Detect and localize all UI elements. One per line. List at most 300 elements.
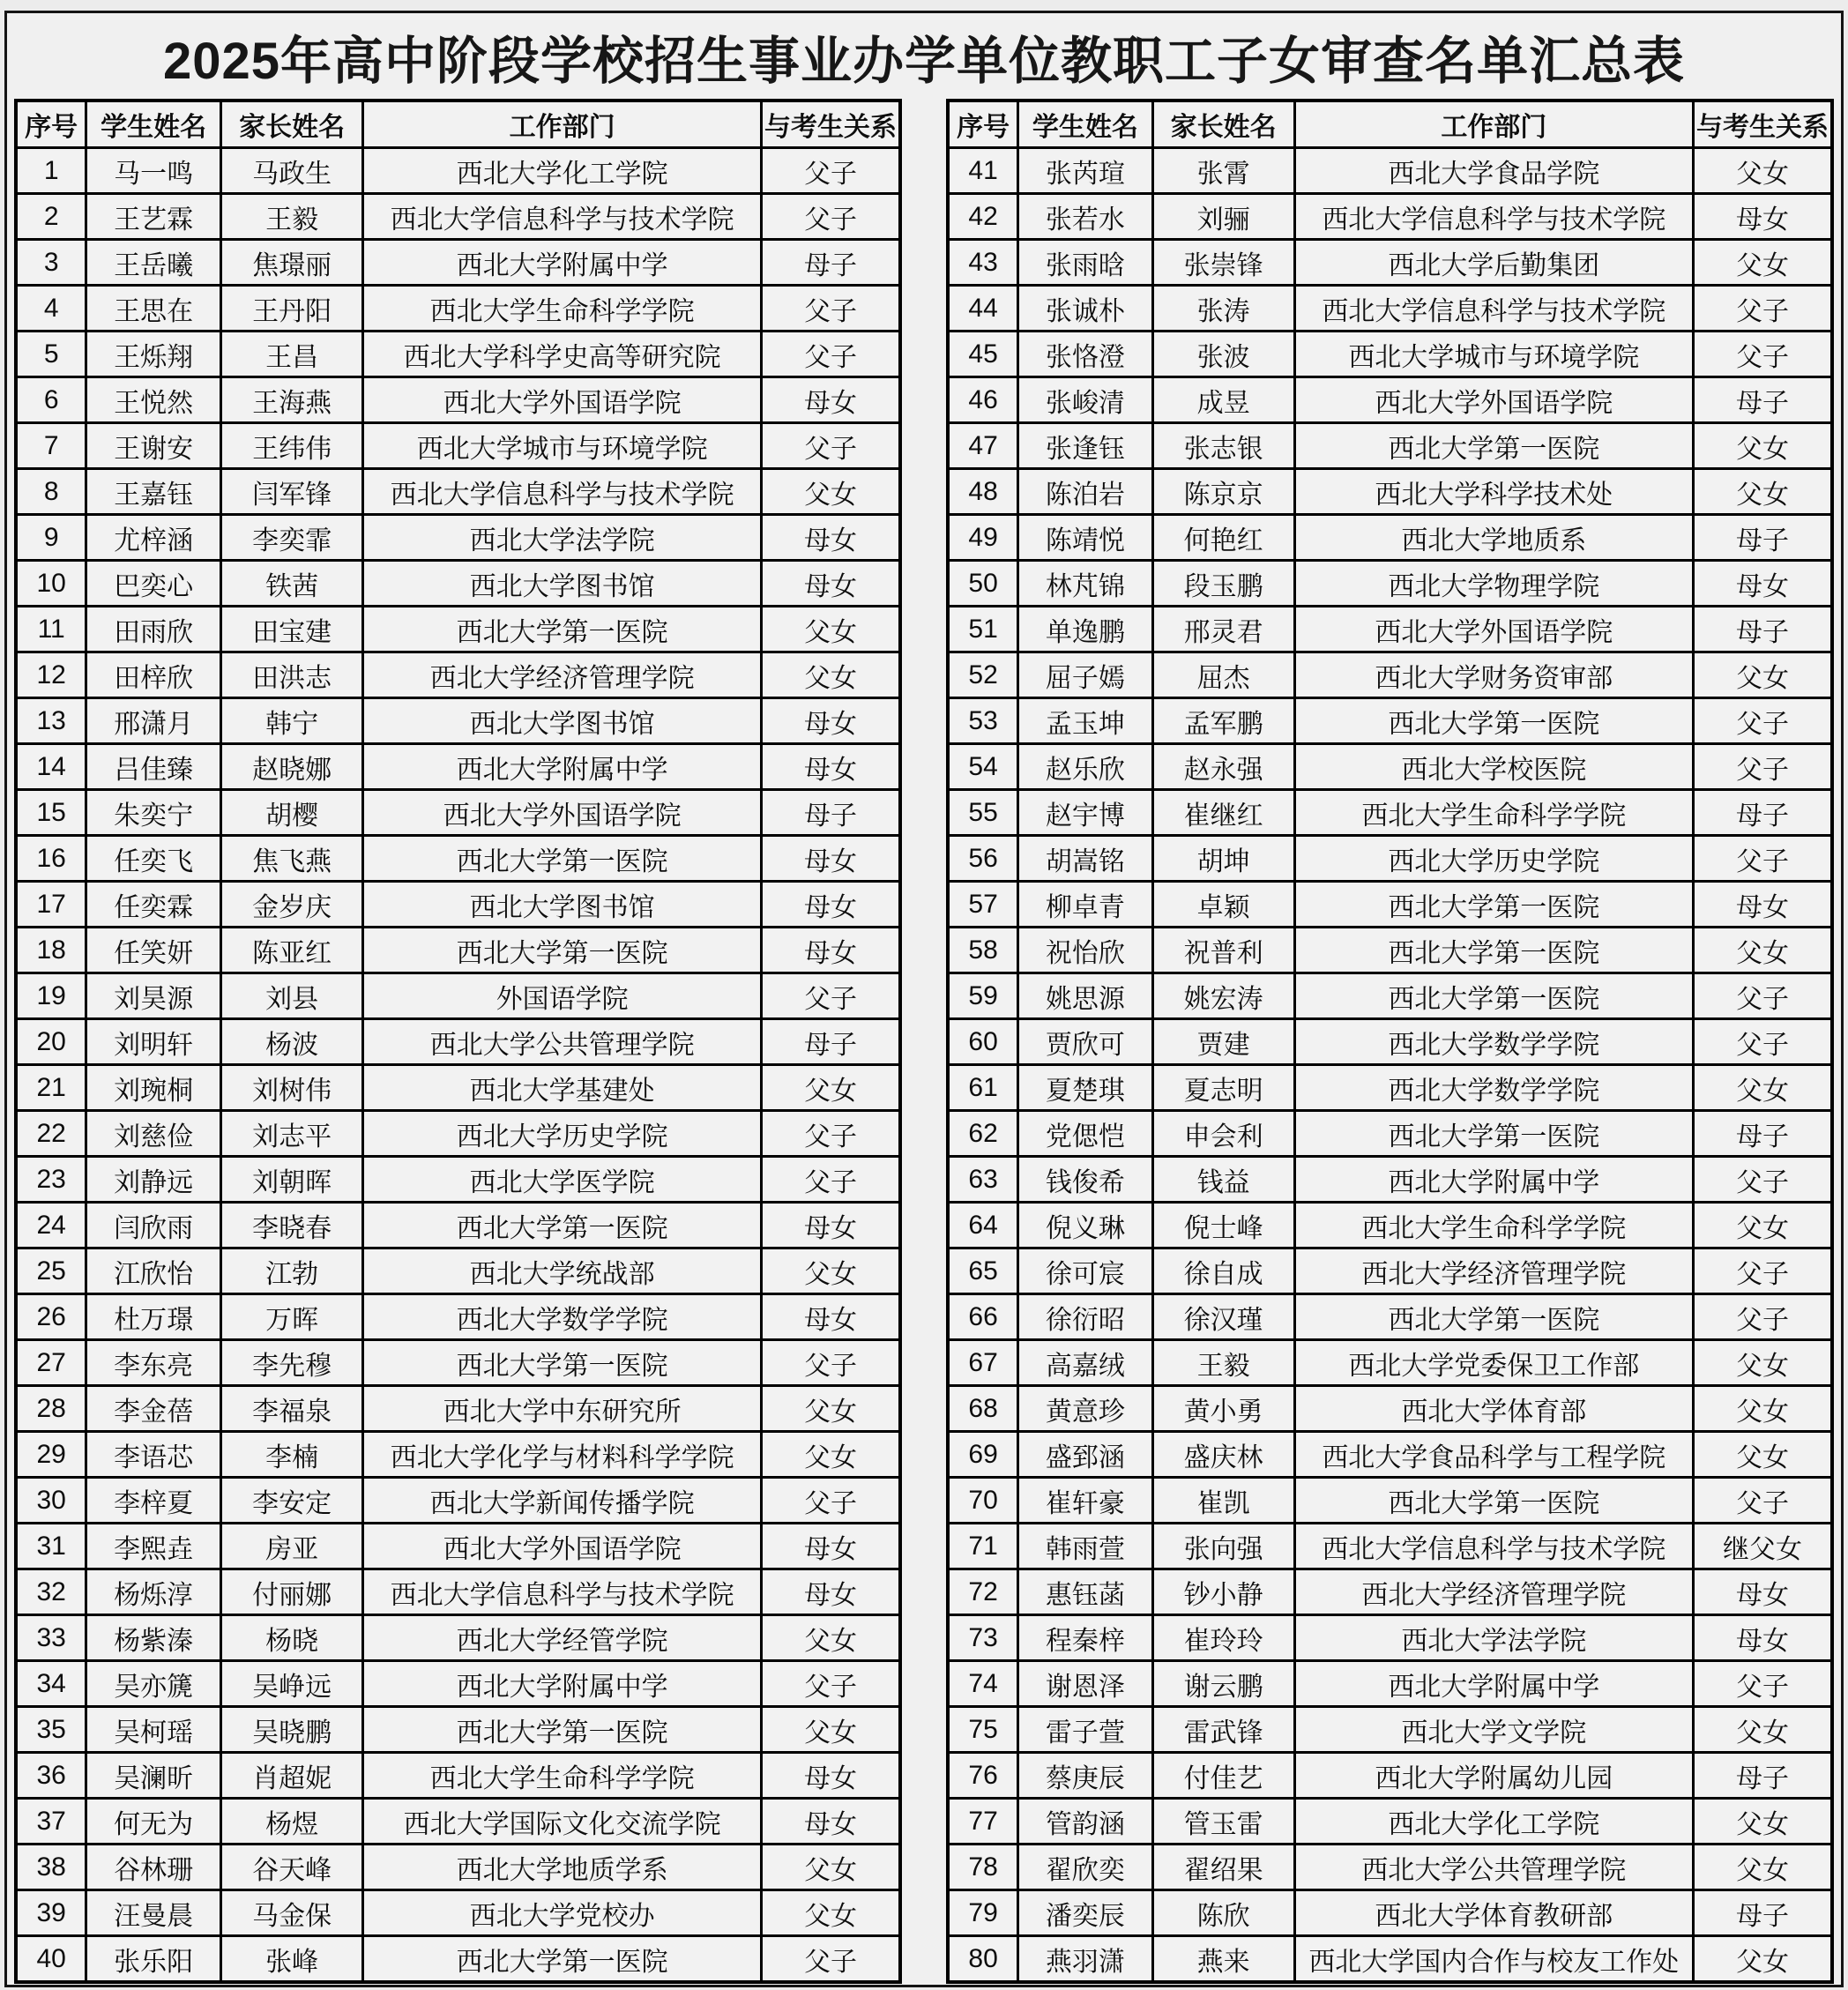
cell-relation: 母女: [761, 744, 900, 790]
table-row: [16, 973, 900, 1019]
column-header: 家长姓名: [1152, 101, 1294, 148]
table-row: [948, 698, 1832, 744]
cell-student-name: 杜万璟: [86, 1294, 221, 1340]
table-row: [948, 194, 1832, 240]
cell-parent-name: 张霄: [1152, 148, 1294, 194]
cell-seq: 77: [948, 1799, 1018, 1845]
cell-department: 西北大学财务资审部: [1294, 652, 1693, 698]
table-row: [948, 744, 1832, 790]
table-row: [948, 332, 1832, 377]
column-header: 序号: [948, 101, 1018, 148]
cell-student-name: 杨烁淳: [86, 1569, 221, 1615]
cell-parent-name: 刘朝晖: [220, 1157, 362, 1203]
cell-relation: 父女: [761, 1248, 900, 1294]
cell-parent-name: 王毅: [220, 194, 362, 240]
cell-parent-name: 王昌: [220, 332, 362, 377]
cell-seq: 78: [948, 1845, 1018, 1890]
cell-parent-name: 夏志明: [1152, 1065, 1294, 1111]
table-row: [16, 423, 900, 469]
table-row: [16, 1707, 900, 1753]
cell-relation: 父女: [1693, 652, 1832, 698]
cell-parent-name: 黄小勇: [1152, 1386, 1294, 1432]
table-row: [948, 286, 1832, 332]
cell-parent-name: 李安定: [220, 1478, 362, 1524]
cell-relation: 母子: [1693, 1111, 1832, 1157]
cell-relation: 父子: [1693, 1157, 1832, 1203]
cell-relation: 母女: [1693, 561, 1832, 607]
cell-seq: 55: [948, 790, 1018, 836]
cell-seq: 2: [16, 194, 86, 240]
table-row: [16, 1432, 900, 1478]
cell-department: 西北大学校医院: [1294, 744, 1693, 790]
table-row: [948, 240, 1832, 286]
cell-parent-name: 王海燕: [220, 377, 362, 423]
cell-department: 西北大学地质系: [1294, 515, 1693, 561]
cell-parent-name: 管玉雷: [1152, 1799, 1294, 1845]
cell-student-name: 韩雨萱: [1018, 1524, 1152, 1569]
table-row: [948, 1707, 1832, 1753]
table-row: [16, 1661, 900, 1707]
cell-seq: 71: [948, 1524, 1018, 1569]
cell-student-name: 刘明轩: [86, 1019, 221, 1065]
cell-seq: 47: [948, 423, 1018, 469]
cell-relation: 父女: [761, 469, 900, 515]
cell-seq: 4: [16, 286, 86, 332]
table-row: [16, 515, 900, 561]
cell-department: 西北大学食品学院: [1294, 148, 1693, 194]
table-row: [948, 928, 1832, 973]
cell-student-name: 李东亮: [86, 1340, 221, 1386]
header-row: [948, 101, 1832, 148]
table-row: [948, 1845, 1832, 1890]
cell-seq: 24: [16, 1203, 86, 1248]
cell-relation: 父女: [1693, 928, 1832, 973]
table-row: [16, 1569, 900, 1615]
cell-student-name: 徐可宸: [1018, 1248, 1152, 1294]
cell-parent-name: 张志银: [1152, 423, 1294, 469]
cell-department: 西北大学化工学院: [1294, 1799, 1693, 1845]
cell-department: 西北大学信息科学与技术学院: [363, 194, 762, 240]
cell-student-name: 江欣怡: [86, 1248, 221, 1294]
table-row: [948, 1432, 1832, 1478]
cell-seq: 41: [948, 148, 1018, 194]
cell-relation: 父女: [761, 1845, 900, 1890]
cell-parent-name: 赵晓娜: [220, 744, 362, 790]
table-row: [16, 698, 900, 744]
cell-relation: 父女: [1693, 1845, 1832, 1890]
cell-parent-name: 马金保: [220, 1890, 362, 1936]
cell-seq: 60: [948, 1019, 1018, 1065]
cell-department: 西北大学图书馆: [363, 698, 762, 744]
table-row: [16, 1799, 900, 1845]
table-row: [948, 1524, 1832, 1569]
cell-department: 西北大学城市与环境学院: [1294, 332, 1693, 377]
cell-seq: 13: [16, 698, 86, 744]
table-row: [948, 1248, 1832, 1294]
cell-relation: 母子: [761, 240, 900, 286]
cell-student-name: 王谢安: [86, 423, 221, 469]
document-sheet: [4, 11, 1844, 1987]
cell-parent-name: 雷武锋: [1152, 1707, 1294, 1753]
cell-seq: 46: [948, 377, 1018, 423]
cell-parent-name: 成昱: [1152, 377, 1294, 423]
table-row: [16, 1111, 900, 1157]
cell-parent-name: 李先穆: [220, 1340, 362, 1386]
cell-student-name: 张峻清: [1018, 377, 1152, 423]
cell-parent-name: 祝普利: [1152, 928, 1294, 973]
cell-student-name: 吴亦篪: [86, 1661, 221, 1707]
table-row: [948, 1203, 1832, 1248]
cell-student-name: 邢潇月: [86, 698, 221, 744]
cell-seq: 14: [16, 744, 86, 790]
table-row: [948, 1936, 1832, 1983]
cell-department: 西北大学经济管理学院: [1294, 1569, 1693, 1615]
cell-student-name: 陈泊岩: [1018, 469, 1152, 515]
cell-seq: 1: [16, 148, 86, 194]
cell-relation: 母女: [1693, 1569, 1832, 1615]
cell-parent-name: 屈杰: [1152, 652, 1294, 698]
roster-table-right: [946, 99, 1834, 1984]
table-row: [16, 332, 900, 377]
cell-department: 西北大学附属中学: [363, 240, 762, 286]
cell-parent-name: 赵永强: [1152, 744, 1294, 790]
cell-department: 西北大学科学史高等研究院: [363, 332, 762, 377]
cell-relation: 父女: [761, 652, 900, 698]
cell-student-name: 程秦梓: [1018, 1615, 1152, 1661]
cell-seq: 7: [16, 423, 86, 469]
table-row: [16, 1890, 900, 1936]
cell-parent-name: 钱益: [1152, 1157, 1294, 1203]
cell-department: 西北大学法学院: [1294, 1615, 1693, 1661]
cell-seq: 32: [16, 1569, 86, 1615]
cell-relation: 母女: [761, 1753, 900, 1799]
cell-department: 西北大学数学学院: [1294, 1019, 1693, 1065]
cell-parent-name: 卓颖: [1152, 882, 1294, 928]
table-row: [948, 607, 1832, 652]
cell-parent-name: 刘志平: [220, 1111, 362, 1157]
cell-seq: 3: [16, 240, 86, 286]
cell-department: 西北大学信息科学与技术学院: [363, 1569, 762, 1615]
cell-relation: 父子: [761, 1157, 900, 1203]
cell-relation: 父女: [1693, 1340, 1832, 1386]
cell-student-name: 高嘉绒: [1018, 1340, 1152, 1386]
cell-parent-name: 燕来: [1152, 1936, 1294, 1983]
cell-parent-name: 邢灵君: [1152, 607, 1294, 652]
cell-seq: 42: [948, 194, 1018, 240]
cell-parent-name: 倪士峰: [1152, 1203, 1294, 1248]
cell-student-name: 谷林珊: [86, 1845, 221, 1890]
cell-student-name: 崔轩豪: [1018, 1478, 1152, 1524]
table-row: [948, 882, 1832, 928]
cell-student-name: 吴柯瑶: [86, 1707, 221, 1753]
cell-relation: 母女: [1693, 194, 1832, 240]
cell-department: 西北大学信息科学与技术学院: [363, 469, 762, 515]
cell-student-name: 雷子萱: [1018, 1707, 1152, 1753]
header-row: [16, 101, 900, 148]
cell-seq: 79: [948, 1890, 1018, 1936]
cell-seq: 72: [948, 1569, 1018, 1615]
cell-parent-name: 翟绍果: [1152, 1845, 1294, 1890]
cell-relation: 父女: [1693, 1203, 1832, 1248]
cell-relation: 父女: [1693, 1707, 1832, 1753]
cell-relation: 父子: [761, 286, 900, 332]
cell-student-name: 李语芯: [86, 1432, 221, 1478]
cell-student-name: 胡嵩铭: [1018, 836, 1152, 882]
cell-parent-name: 田宝建: [220, 607, 362, 652]
cell-parent-name: 陈京京: [1152, 469, 1294, 515]
cell-student-name: 夏楚琪: [1018, 1065, 1152, 1111]
cell-seq: 54: [948, 744, 1018, 790]
cell-parent-name: 张波: [1152, 332, 1294, 377]
table-row: [948, 1753, 1832, 1799]
cell-seq: 73: [948, 1615, 1018, 1661]
cell-relation: 父子: [761, 1936, 900, 1983]
cell-parent-name: 段玉鹏: [1152, 561, 1294, 607]
cell-department: 西北大学经济管理学院: [1294, 1248, 1693, 1294]
table-row: [948, 790, 1832, 836]
cell-student-name: 汪曼晨: [86, 1890, 221, 1936]
cell-department: 西北大学第一医院: [1294, 1294, 1693, 1340]
table-row: [16, 836, 900, 882]
cell-seq: 62: [948, 1111, 1018, 1157]
cell-seq: 69: [948, 1432, 1018, 1478]
table-row: [16, 1936, 900, 1983]
tables-container: [7, 99, 1841, 1984]
table-row: [16, 286, 900, 332]
cell-department: 西北大学第一医院: [363, 1340, 762, 1386]
cell-department: 西北大学第一医院: [363, 1707, 762, 1753]
cell-seq: 31: [16, 1524, 86, 1569]
cell-student-name: 张雨晗: [1018, 240, 1152, 286]
cell-department: 西北大学文学院: [1294, 1707, 1693, 1753]
table-row: [16, 1845, 900, 1890]
cell-relation: 父女: [761, 1386, 900, 1432]
cell-department: 西北大学国际文化交流学院: [363, 1799, 762, 1845]
cell-relation: 父女: [1693, 1065, 1832, 1111]
cell-department: 西北大学统战部: [363, 1248, 762, 1294]
cell-student-name: 柳卓青: [1018, 882, 1152, 928]
cell-student-name: 何无为: [86, 1799, 221, 1845]
cell-parent-name: 谷天峰: [220, 1845, 362, 1890]
cell-student-name: 朱奕宁: [86, 790, 221, 836]
cell-relation: 父子: [761, 973, 900, 1019]
cell-student-name: 刘慈俭: [86, 1111, 221, 1157]
cell-department: 西北大学附属中学: [1294, 1157, 1693, 1203]
cell-parent-name: 崔凯: [1152, 1478, 1294, 1524]
cell-relation: 母女: [1693, 1615, 1832, 1661]
table-row: [948, 973, 1832, 1019]
cell-student-name: 屈子嫣: [1018, 652, 1152, 698]
cell-seq: 51: [948, 607, 1018, 652]
cell-department: 西北大学中东研究所: [363, 1386, 762, 1432]
cell-parent-name: 金岁庆: [220, 882, 362, 928]
table-row: [16, 1615, 900, 1661]
cell-parent-name: 王丹阳: [220, 286, 362, 332]
cell-department: 西北大学数学学院: [1294, 1065, 1693, 1111]
cell-seq: 34: [16, 1661, 86, 1707]
cell-seq: 76: [948, 1753, 1018, 1799]
cell-department: 西北大学城市与环境学院: [363, 423, 762, 469]
cell-student-name: 王岳曦: [86, 240, 221, 286]
table-row: [16, 790, 900, 836]
table-row: [948, 515, 1832, 561]
cell-relation: 父女: [1693, 148, 1832, 194]
cell-department: 西北大学经济管理学院: [363, 652, 762, 698]
cell-parent-name: 焦璟丽: [220, 240, 362, 286]
cell-seq: 61: [948, 1065, 1018, 1111]
cell-relation: 母子: [1693, 377, 1832, 423]
table-row: [16, 1157, 900, 1203]
cell-student-name: 张恪澄: [1018, 332, 1152, 377]
cell-parent-name: 胡坤: [1152, 836, 1294, 882]
table-row: [948, 423, 1832, 469]
column-header: 工作部门: [1294, 101, 1693, 148]
table-row: [16, 882, 900, 928]
cell-parent-name: 刘树伟: [220, 1065, 362, 1111]
table-row: [16, 652, 900, 698]
cell-relation: 父子: [1693, 744, 1832, 790]
cell-relation: 母子: [1693, 790, 1832, 836]
cell-relation: 父子: [761, 1111, 900, 1157]
cell-relation: 母子: [761, 1019, 900, 1065]
cell-student-name: 李金蓓: [86, 1386, 221, 1432]
cell-student-name: 党偲恺: [1018, 1111, 1152, 1157]
cell-department: 西北大学第一医院: [1294, 1111, 1693, 1157]
cell-department: 西北大学医学院: [363, 1157, 762, 1203]
cell-parent-name: 刘县: [220, 973, 362, 1019]
cell-relation: 母女: [761, 377, 900, 423]
cell-seq: 40: [16, 1936, 86, 1983]
cell-department: 西北大学党委保卫工作部: [1294, 1340, 1693, 1386]
cell-relation: 父女: [1693, 1799, 1832, 1845]
cell-relation: 母女: [761, 515, 900, 561]
cell-student-name: 蔡庚辰: [1018, 1753, 1152, 1799]
table-row: [16, 1524, 900, 1569]
cell-relation: 父女: [761, 607, 900, 652]
cell-department: 西北大学第一医院: [363, 928, 762, 973]
table-row: [16, 377, 900, 423]
cell-student-name: 惠钰菡: [1018, 1569, 1152, 1615]
cell-relation: 母子: [1693, 515, 1832, 561]
cell-relation: 母子: [761, 790, 900, 836]
cell-relation: 父女: [761, 1707, 900, 1753]
cell-seq: 27: [16, 1340, 86, 1386]
cell-relation: 母子: [1693, 1753, 1832, 1799]
cell-relation: 母女: [761, 698, 900, 744]
cell-relation: 父子: [761, 1340, 900, 1386]
cell-relation: 母女: [761, 836, 900, 882]
cell-department: 西北大学经管学院: [363, 1615, 762, 1661]
cell-student-name: 田雨欣: [86, 607, 221, 652]
table-row: [948, 561, 1832, 607]
table-row: [948, 652, 1832, 698]
cell-relation: 母女: [761, 1799, 900, 1845]
table-row: [948, 1569, 1832, 1615]
table-row: [16, 1294, 900, 1340]
cell-student-name: 徐衍昭: [1018, 1294, 1152, 1340]
cell-seq: 67: [948, 1340, 1018, 1386]
cell-department: 西北大学体育教研部: [1294, 1890, 1693, 1936]
cell-student-name: 单逸鹏: [1018, 607, 1152, 652]
cell-parent-name: 李晓春: [220, 1203, 362, 1248]
cell-parent-name: 陈亚红: [220, 928, 362, 973]
cell-department: 西北大学附属幼儿园: [1294, 1753, 1693, 1799]
cell-seq: 35: [16, 1707, 86, 1753]
table-row: [948, 469, 1832, 515]
roster-table-left: [14, 99, 902, 1984]
cell-department: 西北大学第一医院: [1294, 882, 1693, 928]
cell-relation: 父子: [761, 332, 900, 377]
table-row: [16, 1019, 900, 1065]
cell-department: 西北大学第一医院: [363, 1203, 762, 1248]
cell-department: 西北大学国内合作与校友工作处: [1294, 1936, 1693, 1983]
cell-seq: 28: [16, 1386, 86, 1432]
cell-parent-name: 崔继红: [1152, 790, 1294, 836]
cell-student-name: 吕佳臻: [86, 744, 221, 790]
cell-department: 西北大学图书馆: [363, 882, 762, 928]
cell-parent-name: 韩宁: [220, 698, 362, 744]
cell-student-name: 潘奕辰: [1018, 1890, 1152, 1936]
cell-relation: 父子: [1693, 286, 1832, 332]
cell-seq: 23: [16, 1157, 86, 1203]
cell-student-name: 王艺霖: [86, 194, 221, 240]
cell-student-name: 巴奕心: [86, 561, 221, 607]
cell-parent-name: 张向强: [1152, 1524, 1294, 1569]
cell-relation: 父女: [761, 1432, 900, 1478]
cell-department: 西北大学第一医院: [1294, 423, 1693, 469]
cell-parent-name: 钞小静: [1152, 1569, 1294, 1615]
cell-seq: 33: [16, 1615, 86, 1661]
cell-student-name: 赵宇博: [1018, 790, 1152, 836]
cell-student-name: 祝怡欣: [1018, 928, 1152, 973]
cell-seq: 65: [948, 1248, 1018, 1294]
cell-seq: 66: [948, 1294, 1018, 1340]
cell-student-name: 林芃锦: [1018, 561, 1152, 607]
cell-parent-name: 孟军鹏: [1152, 698, 1294, 744]
table-row: [16, 1386, 900, 1432]
cell-parent-name: 申会利: [1152, 1111, 1294, 1157]
cell-parent-name: 崔玲玲: [1152, 1615, 1294, 1661]
cell-department: 西北大学法学院: [363, 515, 762, 561]
cell-relation: 母女: [761, 1569, 900, 1615]
cell-seq: 25: [16, 1248, 86, 1294]
cell-seq: 10: [16, 561, 86, 607]
cell-parent-name: 何艳红: [1152, 515, 1294, 561]
cell-student-name: 贾欣可: [1018, 1019, 1152, 1065]
cell-parent-name: 闫军锋: [220, 469, 362, 515]
cell-department: 西北大学外国语学院: [363, 790, 762, 836]
cell-department: 西北大学生命科学学院: [1294, 1203, 1693, 1248]
cell-seq: 49: [948, 515, 1018, 561]
table-row: [16, 1478, 900, 1524]
table-row: [948, 1294, 1832, 1340]
cell-student-name: 管韵涵: [1018, 1799, 1152, 1845]
cell-student-name: 张诚朴: [1018, 286, 1152, 332]
table-row: [948, 1478, 1832, 1524]
cell-seq: 48: [948, 469, 1018, 515]
cell-parent-name: 铁茜: [220, 561, 362, 607]
table-row: [16, 561, 900, 607]
cell-student-name: 张乐阳: [86, 1936, 221, 1983]
table-row: [948, 1111, 1832, 1157]
cell-seq: 17: [16, 882, 86, 928]
cell-department: 西北大学附属中学: [1294, 1661, 1693, 1707]
cell-parent-name: 徐汉瑾: [1152, 1294, 1294, 1340]
cell-seq: 15: [16, 790, 86, 836]
cell-department: 西北大学基建处: [363, 1065, 762, 1111]
cell-relation: 父子: [1693, 1248, 1832, 1294]
cell-seq: 70: [948, 1478, 1018, 1524]
